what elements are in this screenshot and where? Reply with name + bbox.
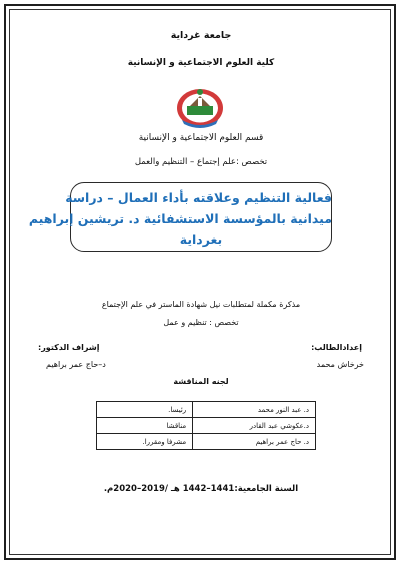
- faculty-name: كلية العلوم الاجتماعية و الإنسانية: [127, 58, 275, 68]
- university-emblem-icon: [174, 84, 226, 130]
- committee-title: لجنه المناقشة: [173, 377, 229, 386]
- memo-statement: مذكرة مكملة لمتطلبات نيل شهادة الماستر في علم الإجتماع: [101, 300, 301, 309]
- jury-member-name: د. حاج عمر براهيم: [193, 434, 316, 450]
- department-name: قسم العلوم الاجتماعية و الإنسانية: [138, 133, 264, 143]
- jury-member-role: مناقشا: [97, 418, 193, 434]
- specialty-line: تخصص :علم إجتماع – التنظيم والعمل: [134, 157, 268, 167]
- student-name: خرخاش محمد: [316, 360, 364, 369]
- jury-member-role: رئيسا.: [97, 402, 193, 418]
- supervisor-name: د–حاج عمر براهيم: [46, 360, 106, 369]
- thesis-title-line-1: فعالية التنظيم وعلاقته بأداء العمال – دراسة: [65, 190, 332, 205]
- table-row: [97, 402, 316, 418]
- academic-year: السنة الجامعية:1441–1442 هـ /2019–2020م.: [103, 484, 299, 494]
- jury-member-name: د.عكوشي عبد القادر: [193, 418, 316, 434]
- table-row: [97, 418, 316, 434]
- university-name: جامعة غرداية: [170, 30, 232, 41]
- memo-specialty: تخصص : تنظيم و عمل: [163, 318, 239, 327]
- thesis-title-line-2: ميدانية بالمؤسسة الاستشفائية د. تريشين إبراهيم: [28, 211, 332, 226]
- table-row: [97, 434, 316, 450]
- jury-table: [96, 401, 316, 450]
- thesis-title-line-3: بغرداية: [179, 232, 223, 247]
- jury-member-name: د. عبد النور محمد: [193, 402, 316, 418]
- jury-member-role: مشرفا ومقررا.: [97, 434, 193, 450]
- prepared-by-label: إعدادالطالب:: [311, 343, 362, 352]
- supervisor-label: إشراف الدكتور:: [38, 343, 100, 352]
